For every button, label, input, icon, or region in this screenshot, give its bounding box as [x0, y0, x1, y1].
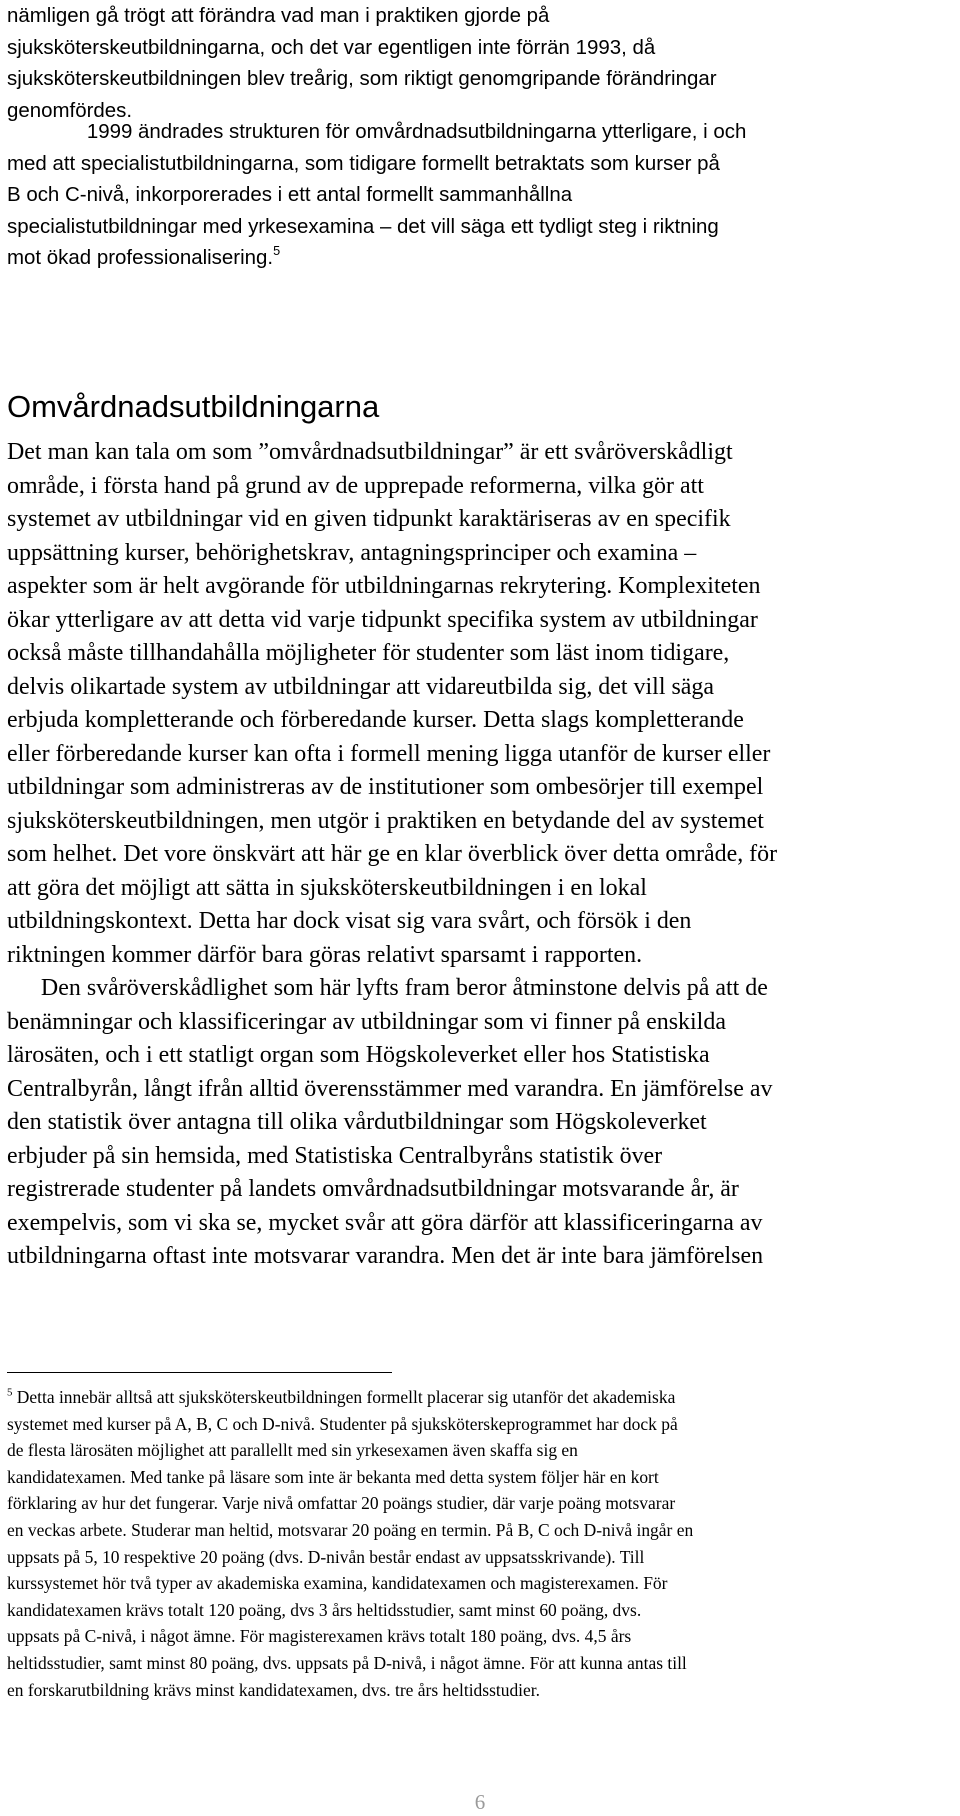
text-line: område, i första hand på grund av de upprepade reformerna, vilka gör att — [7, 472, 704, 499]
text-line: ökar ytterligare av att detta vid varje tidpunkt specifika system av utbildningar — [7, 606, 758, 633]
footnote-marker: 5 — [7, 1386, 13, 1399]
footnote-line: de flesta lärosäten möjlighet att parallellt med sin yrkesexamen även skaffa sig en — [7, 1440, 578, 1461]
text-line-content: mot ökad professionalisering. — [7, 246, 274, 269]
footnote-separator — [7, 1372, 392, 1373]
footnote-line: kurssystemet hör två typer av akademiska examina, kandidatexamen och magisterexamen. För — [7, 1573, 668, 1594]
footnote-line-content: Detta innebär alltså att sjuksköterskeutbildningen formellt placerar sig utanför det akademiska — [12, 1387, 676, 1407]
text-line: lärosäten, och i ett statligt organ som Högskoleverket eller hos Statistiska — [7, 1042, 710, 1068]
footnote-line: kandidatexamen. Med tanke på läsare som inte är bekanta med detta system följer här en kort — [7, 1466, 659, 1487]
text-line: exempelvis, som vi ska se, mycket svår att göra därför att klassificeringarna av — [7, 1209, 763, 1236]
footnote — [7, 1384, 957, 1703]
text-line: som helhet. Det vore önskvärt att här ge en klar överblick över detta område, för — [7, 841, 778, 867]
footnote-reference[interactable]: 5 — [273, 243, 281, 259]
footnote-line: en forskarutbildning krävs minst kandidatexamen, dvs. tre års heltidsstudier. — [7, 1679, 541, 1700]
text-line: specialistutbildningar med yrkesexamina – det vill säga ett tydligt steg i riktning — [7, 214, 719, 238]
text-line: att göra det möjligt att sätta in sjuksköterskeutbildningen i en lokal — [7, 874, 647, 901]
footnote-line: en veckas arbete. Studerar man heltid, motsvarar 20 poäng en termin. På B, C och D-nivå ingår en — [7, 1519, 694, 1540]
text-line: 1999 ändrades strukturen för omvårdnadsutbildningarna ytterligare, i och — [86, 120, 747, 143]
footnote-line: uppsats på 5, 10 respektive 20 poäng (dvs. D-nivån består endast av uppsatsskrivande). Till — [7, 1546, 645, 1567]
text-line: utbildningar som administreras av de institutioner som ombesörjer till exempel — [7, 774, 764, 800]
text-line: sjuksköterskeutbildningen blev treårig, som riktigt genomgripande förändringar — [7, 67, 717, 90]
text-line: utbildningarna oftast inte motsvarar varandra. Men det är inte bara jämförelsen — [7, 1243, 764, 1269]
text-line: också måste tillhandahålla möjligheter för studenter som läst inom tidigare, — [7, 640, 730, 666]
text-line: erbjuder på sin hemsida, med Statistiska Centralbyråns statistik över — [7, 1142, 663, 1169]
text-line: systemet av utbildningar vid en given tidpunkt karaktäriseras av en specifik — [7, 506, 731, 532]
text-line: uppsättning kurser, behörighetskrav, antagningsprinciper och examina – — [7, 539, 697, 566]
text-line: B och C-nivå, inkorporerades i ett antal formellt sammanhållna — [7, 183, 573, 206]
text-line: registrerade studenter på landets omvårdnadsutbildningar motsvarande år, är — [7, 1176, 739, 1202]
text-line: eller förberedande kurser kan ofta i formell mening ligga utanför de kurser eller — [7, 740, 771, 767]
text-line: riktningen kommer därför bara göras relativt sparsamt i rapporten. — [7, 941, 643, 968]
footnote-line — [7, 1384, 955, 1411]
footnote-line: heltidsstudier, samt minst 80 poäng, dvs. uppsats på D-nivå, i något ämne. För att kunna antas till — [7, 1652, 687, 1673]
text-line: sjuksköterskeutbildningarna, och det var egentligen inte förrän 1993, då — [7, 35, 656, 59]
footnote-line: systemet med kurser på A, B, C och D-nivå. Studenter på sjuksköterskeprogrammet har dock på — [7, 1413, 678, 1434]
text-line: utbildningskontext. Detta har dock visat sig vara svårt, och försök i den — [7, 908, 692, 934]
text-line: delvis olikartade system av utbildningar att vidareutbilda sig, det vill säga — [7, 673, 715, 700]
text-line: genomfördes. — [7, 98, 133, 122]
footnote-line: uppsats på C-nivå, i något ämne. För magisterexamen krävs totalt 180 poäng, dvs. 4,5 års — [7, 1626, 632, 1647]
text-line: aspekter som är helt avgörande för utbildningarnas rekrytering. Komplexiteten — [7, 573, 761, 599]
text-line: den statistik över antagna till olika vårdutbildningar som Högskoleverket — [7, 1109, 707, 1135]
section-paragraph-2 — [7, 972, 957, 1274]
section-paragraph-1 — [7, 436, 957, 972]
text-line: med att specialistutbildningarna, som tidigare formellt betraktats som kurser på — [7, 151, 720, 175]
section-heading: Omvårdnadsutbildningarna — [7, 389, 380, 424]
footnote-line: förklaring av hur det fungerar. Varje nivå omfattar 20 poängs studier, där varje poäng motsvarar — [7, 1493, 676, 1514]
text-line: erbjuda kompletterande och förberedande kurser. Detta slags kompletterande — [7, 707, 744, 733]
footnote-line: kandidatexamen krävs totalt 120 poäng, dvs 3 års heltidsstudier, samt minst 60 poäng, dvs. — [7, 1599, 642, 1620]
text-line: nämligen gå trögt att förändra vad man i praktiken gjorde på — [7, 4, 550, 27]
text-line: Det man kan tala om som ”omvårdnadsutbildningar” är ett svåröverskådligt — [7, 439, 733, 465]
intro-paragraph — [7, 0, 957, 126]
text-line: benämningar och klassificeringar av utbildningar som vi finner på enskilda — [7, 1008, 726, 1035]
second-paragraph — [7, 116, 957, 274]
text-line: Den svåröverskådlighet som här lyfts fram beror åtminstone delvis på att de — [40, 975, 768, 1001]
text-line — [7, 242, 955, 274]
text-line: sjuksköterskeutbildningen, men utgör i praktiken en betydande del av systemet — [7, 807, 764, 834]
text-line: Centralbyrån, långt ifrån alltid överensstämmer med varandra. En jämförelse av — [7, 1075, 773, 1102]
page-number: 6 — [474, 1790, 486, 1814]
